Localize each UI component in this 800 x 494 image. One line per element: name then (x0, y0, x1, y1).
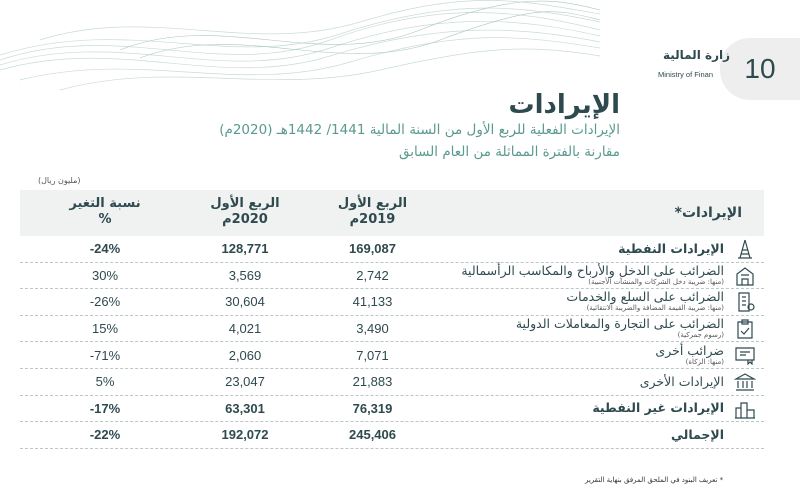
column-header-q1-2019-line1: الربع الأول (337, 196, 408, 211)
row-value-change: -17% (89, 400, 121, 416)
footnote: * تعريف البنود في الملحق المرفق بنهاية التقرير (585, 476, 724, 484)
row-value-change: -26% (89, 294, 121, 310)
ministry-logo (650, 48, 730, 84)
table-row-other-taxes (20, 342, 764, 369)
row-value-change: -71% (89, 347, 121, 363)
row-value-q1-2020: 63,301 (225, 400, 265, 416)
table-row-trade-taxes (20, 316, 764, 343)
row-note: (منها: الزكاة) (685, 357, 724, 366)
column-header-q1-2020-line1: الربع الأول (210, 196, 280, 211)
page-number-badge (720, 38, 800, 100)
row-value-q1-2019: 21,883 (352, 374, 393, 390)
column-header-change-pct-line2: % (98, 212, 112, 227)
oil-rig-icon (734, 239, 756, 259)
table-row-goods-services-taxes (20, 289, 764, 316)
document-tax-icon (734, 292, 756, 312)
column-header-q1-2020 (195, 196, 295, 228)
column-header-q1-2019 (325, 196, 420, 228)
row-value-q1-2019: 3,490 (356, 321, 389, 337)
column-header-label: الإيرادات* (674, 205, 742, 221)
row-value-q1-2020: 23,047 (225, 374, 265, 390)
row-label: الإجمالي (670, 426, 724, 442)
row-value-q1-2020: 4,021 (228, 321, 262, 337)
page-title: الإيرادات (508, 90, 620, 120)
page-number: 10 (744, 53, 776, 84)
row-label: الإيرادات غير النفطية (592, 400, 724, 416)
logo-english-text: Ministry of Finan (658, 70, 714, 79)
row-value-q1-2020: 2,060 (228, 347, 262, 363)
column-header-change-pct (65, 196, 145, 228)
row-value-change: 30% (91, 267, 119, 283)
table-row-other-revenues (20, 369, 764, 396)
decorative-waves (0, 0, 600, 95)
row-value-change: -24% (89, 241, 121, 257)
column-header-q1-2019-line2: 2019م (349, 212, 396, 227)
row-value-q1-2019: 245,406 (349, 427, 396, 443)
city-icon (734, 399, 756, 419)
row-note: (منها: ضريبة القيمة المضافة والضريبة الانتقائية) (586, 304, 724, 313)
column-header-change-pct-line1: نسبة التغير (69, 196, 141, 211)
building-tax-icon (734, 266, 756, 286)
table-row-total (20, 422, 764, 449)
revenue-table-body (20, 236, 764, 449)
row-label: ضرائب أخرى (655, 342, 724, 358)
row-value-q1-2019: 41,133 (352, 294, 393, 310)
table-row-non-oil-revenues (20, 396, 764, 423)
clipboard-check-icon (734, 319, 756, 339)
row-label: الضرائب على الدخل والأرباح والمكاسب الرأسمالية (461, 262, 724, 278)
row-value-q1-2019: 7,071 (356, 347, 389, 363)
row-value-q1-2020: 192,072 (221, 427, 269, 443)
row-label: الضرائب على التجارة والمعاملات الدولية (515, 316, 724, 332)
table-row-oil-revenues (20, 236, 764, 263)
row-value-q1-2019: 169,087 (349, 241, 396, 257)
logo-arabic-text: زارة المالية (662, 48, 730, 62)
column-header-q1-2020-line2: 2020م (222, 212, 268, 227)
row-value-change: 15% (91, 321, 119, 337)
row-label: الضرائب على السلع والخدمات (566, 289, 724, 305)
row-value-q1-2020: 3,569 (228, 267, 262, 283)
bank-icon (734, 372, 756, 392)
row-value-q1-2020: 128,771 (221, 241, 269, 257)
certificate-icon (734, 345, 756, 365)
page-subtitle-line1: الإيرادات الفعلية للربع الأول من السنة المالية 1441/ 1442هـ (2020م) (219, 122, 620, 138)
page-subtitle-line2: مقارنة بالفترة المماثلة من العام السابق (399, 144, 620, 160)
row-label: الإيرادات الأخرى (639, 373, 724, 389)
row-value-change: 5% (95, 374, 115, 390)
row-value-q1-2019: 76,319 (352, 400, 393, 416)
unit-note: (مليون ريال) (38, 176, 81, 185)
row-value-q1-2019: 2,742 (356, 267, 389, 283)
row-label: الإيرادات النفطية (618, 240, 724, 256)
row-value-change: -22% (89, 427, 121, 443)
row-note: (منها: ضريبة دخل الشركات والمنشآت الأجنبية) (588, 277, 724, 286)
table-row-income-taxes (20, 263, 764, 290)
row-value-q1-2020: 30,604 (225, 294, 265, 310)
row-note: (رسوم جمركية) (677, 331, 724, 340)
